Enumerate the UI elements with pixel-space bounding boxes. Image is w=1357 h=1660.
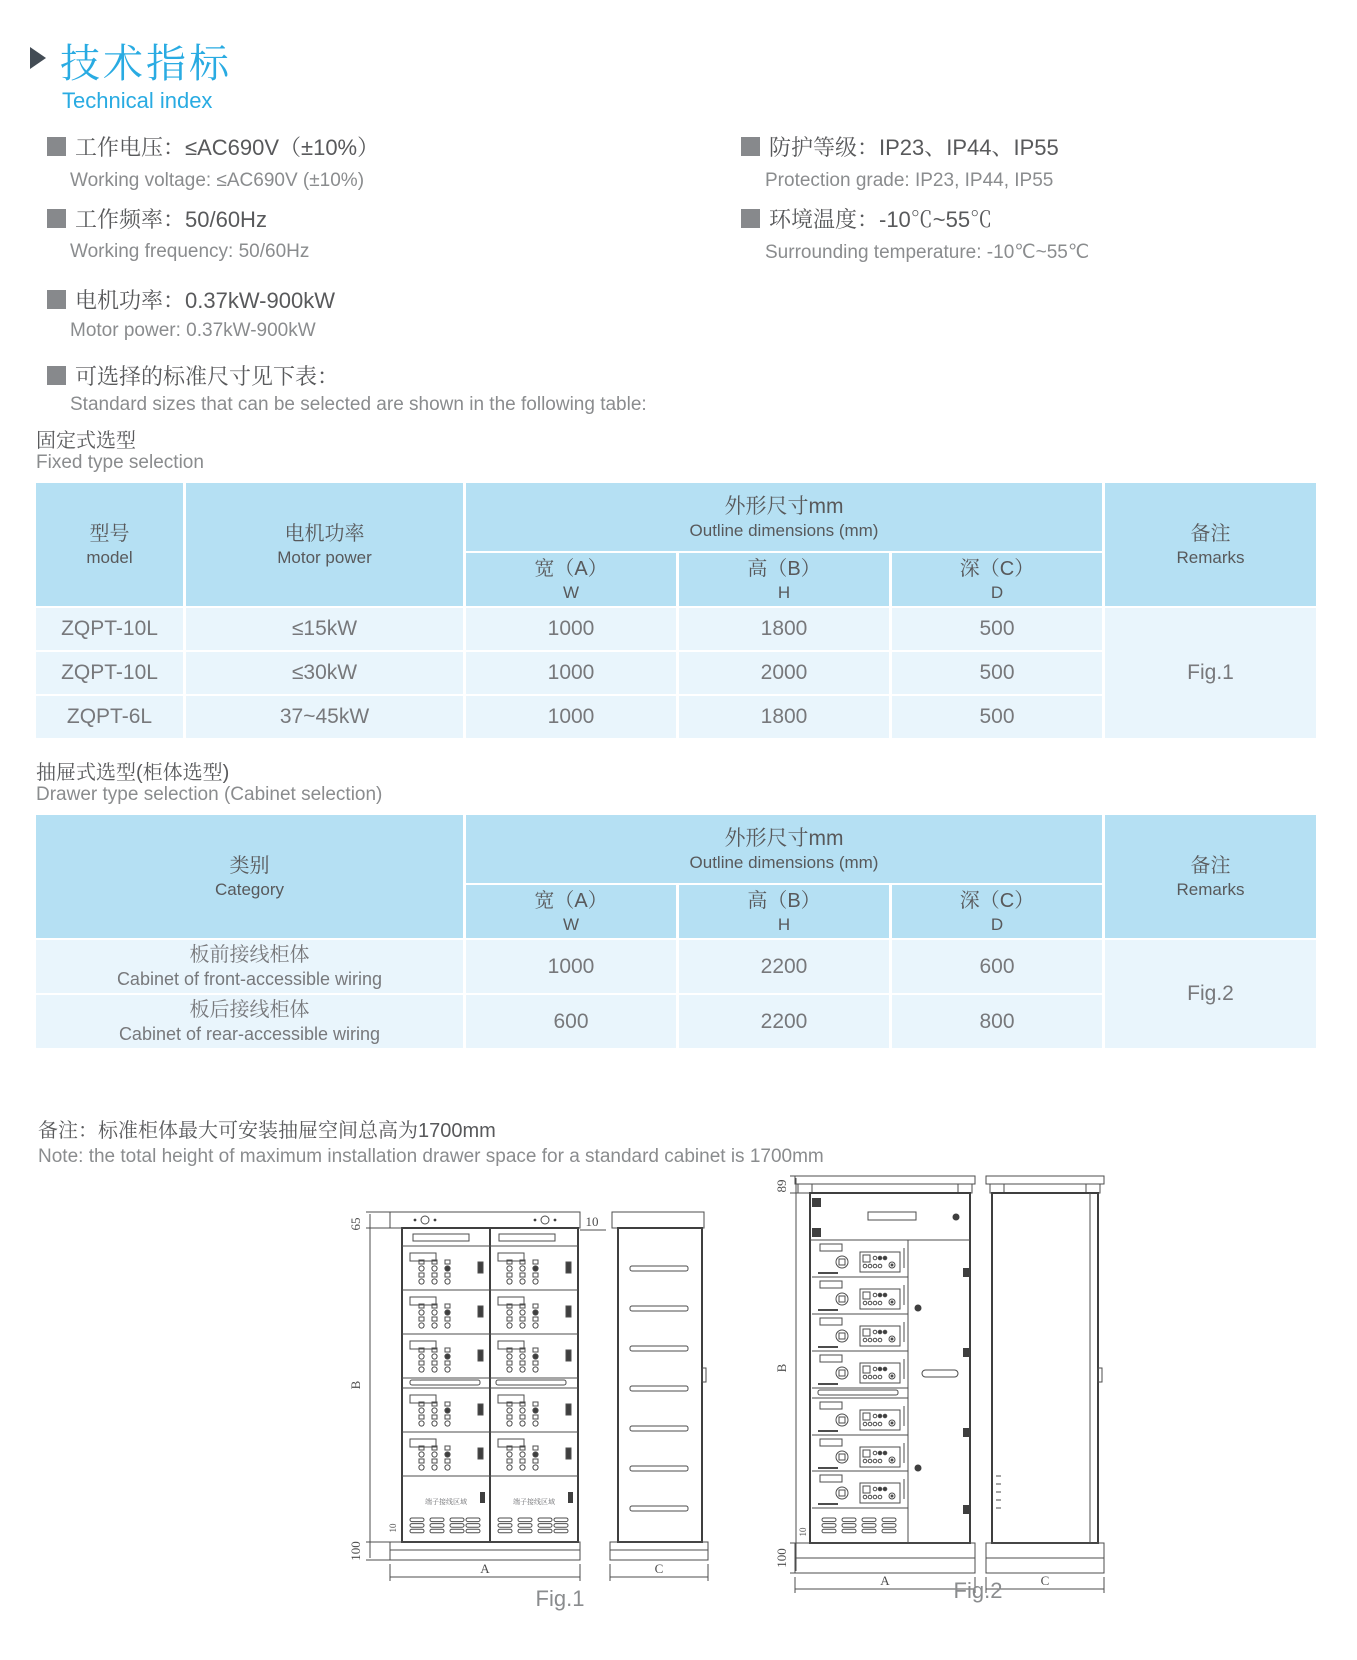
bullet-square-icon (741, 137, 760, 156)
spec-protection-grade-zh: 防护等级：IP23、IP44、IP55 (741, 131, 1059, 162)
fig1-dim-inner-offset: 10 (388, 1523, 398, 1533)
t2-r1-h: 2200 (679, 940, 889, 993)
section-arrow-icon (30, 47, 46, 69)
t2-header-remarks: 备注 Remarks (1105, 815, 1316, 938)
drawer-type-selection-table (36, 815, 1316, 1048)
spec-working-frequency-zh: 工作频率：50/60Hz (47, 203, 267, 234)
t1-r1-power: ≤15kW (186, 608, 463, 650)
fig2-caption: Fig.2 (953, 1578, 1003, 1603)
t2-remarks-value: Fig.2 (1105, 940, 1316, 1048)
t1-r1-d: 500 (892, 608, 1102, 650)
t2-r2-w: 600 (466, 995, 676, 1048)
fig1-dim-top-offset: 10 (585, 1214, 599, 1229)
spec-working-voltage-en: Working voltage: ≤AC690V (±10%) (70, 170, 365, 191)
t1-r1-h: 1800 (679, 608, 889, 650)
fig1-caption: Fig.1 (535, 1586, 585, 1611)
t1-header-remarks: 备注 Remarks (1105, 483, 1316, 606)
t1-r1-model: ZQPT-10L (36, 608, 183, 650)
table1-label-en: Fixed type selection (36, 452, 204, 473)
t2-header-outline-dimensions: 外形尺寸mm Outline dimensions (mm) (466, 815, 1102, 883)
t1-r2-d: 500 (892, 652, 1102, 694)
t2-r1-w: 1000 (466, 940, 676, 993)
t1-r3-d: 500 (892, 696, 1102, 738)
fig2-dim-cap-height: 89 (774, 1179, 789, 1193)
fig2-dim-width: A (880, 1573, 890, 1588)
spec-standard-sizes-en: Standard sizes that can be selected are shown in the following table: (70, 394, 647, 415)
bullet-square-icon (47, 290, 66, 309)
t1-r3-h: 1800 (679, 696, 889, 738)
table2-label-zh: 抽屉式选型(柜体选型) (36, 762, 230, 784)
table1-label-zh: 固定式选型 (36, 430, 136, 452)
t1-r3-w: 1000 (466, 696, 676, 738)
t2-r1-d: 600 (892, 940, 1102, 993)
spec-protection-grade-en: Protection grade: IP23, IP44, IP55 (765, 170, 1054, 191)
t1-r1-w: 1000 (466, 608, 676, 650)
spec-working-voltage-zh: 工作电压：≤AC690V（±10%） (47, 131, 379, 162)
spec-standard-sizes-zh: 可选择的标准尺寸见下表： (47, 360, 339, 391)
t2-header-category: 类别 Category (36, 815, 463, 938)
note-zh: 备注：标准柜体最大可安装抽屉空间总高为1700mm (38, 1120, 496, 1142)
t2-r1-category: 板前接线柜体 Cabinet of front-accessible wiring (36, 940, 463, 993)
t1-header-model: 型号 model (36, 483, 183, 606)
fig1-dim-body-height: B (348, 1380, 363, 1390)
fig2-side-view (986, 1176, 1104, 1593)
t1-r2-power: ≤30kW (186, 652, 463, 694)
fig2-dim-body-height: B (774, 1363, 789, 1373)
spec-motor-power-en: Motor power: 0.37kW-900kW (70, 320, 316, 341)
t2-header-depth: 深（C） D (892, 885, 1102, 938)
t2-header-height: 高（B） H (679, 885, 889, 938)
t2-r2-category: 板后接线柜体 Cabinet of rear-accessible wiring (36, 995, 463, 1048)
bullet-square-icon (47, 366, 66, 385)
page-title: 技术指标 (60, 42, 232, 86)
fig1-dim-base-height: 100 (348, 1541, 363, 1561)
bullet-square-icon (47, 137, 66, 156)
fig1-dim-width: A (480, 1561, 490, 1576)
fig2-dim-base-height: 100 (774, 1548, 789, 1568)
note-en: Note: the total height of maximum installation drawer space for a standard cabinet is 1700mm (38, 1146, 824, 1167)
spec-surrounding-temperature-en: Surrounding temperature: -10℃~55℃ (765, 242, 1090, 263)
fig1-front-view (348, 1212, 606, 1581)
bullet-square-icon (47, 209, 66, 228)
page-subtitle: Technical index (62, 88, 213, 113)
fig2-front-view (774, 1176, 975, 1593)
t2-header-width: 宽（A） W (466, 885, 676, 938)
t1-remarks-value: Fig.1 (1105, 608, 1316, 738)
t1-header-motor-power: 电机功率 Motor power (186, 483, 463, 606)
t1-r2-w: 1000 (466, 652, 676, 694)
t2-r2-d: 800 (892, 995, 1102, 1048)
spec-motor-power-zh: 电机功率：0.37kW-900kW (47, 284, 335, 315)
fig2-dim-depth: C (1040, 1573, 1050, 1588)
t1-r2-model: ZQPT-10L (36, 652, 183, 694)
t1-r3-power: 37~45kW (186, 696, 463, 738)
fig1-dim-depth: C (654, 1561, 664, 1576)
table2-label-en: Drawer type selection (Cabinet selection) (36, 784, 383, 805)
t2-r2-h: 2200 (679, 995, 889, 1048)
t1-r3-model: ZQPT-6L (36, 696, 183, 738)
fig1-dim-cap-height: 65 (348, 1217, 363, 1231)
fixed-type-selection-table (36, 483, 1316, 738)
t1-header-depth: 深（C） D (892, 553, 1102, 606)
t1-header-height: 高（B） H (679, 553, 889, 606)
fig2-dim-inner-offset: 10 (798, 1527, 808, 1537)
fig1-terminal-area-label: 端子接线区域 (513, 1499, 555, 1506)
bullet-square-icon (741, 209, 760, 228)
spec-working-frequency-en: Working frequency: 50/60Hz (70, 241, 310, 262)
fig1-terminal-area-label: 端子接线区域 (425, 1499, 467, 1506)
spec-surrounding-temperature-zh: 环境温度：-10℃~55℃ (741, 203, 992, 234)
t1-header-outline-dimensions: 外形尺寸mm Outline dimensions (mm) (466, 483, 1102, 551)
fig2-drawing (700, 1140, 1180, 1625)
t1-header-width: 宽（A） W (466, 553, 676, 606)
fig1-side-view (610, 1212, 708, 1581)
t1-r2-h: 2000 (679, 652, 889, 694)
